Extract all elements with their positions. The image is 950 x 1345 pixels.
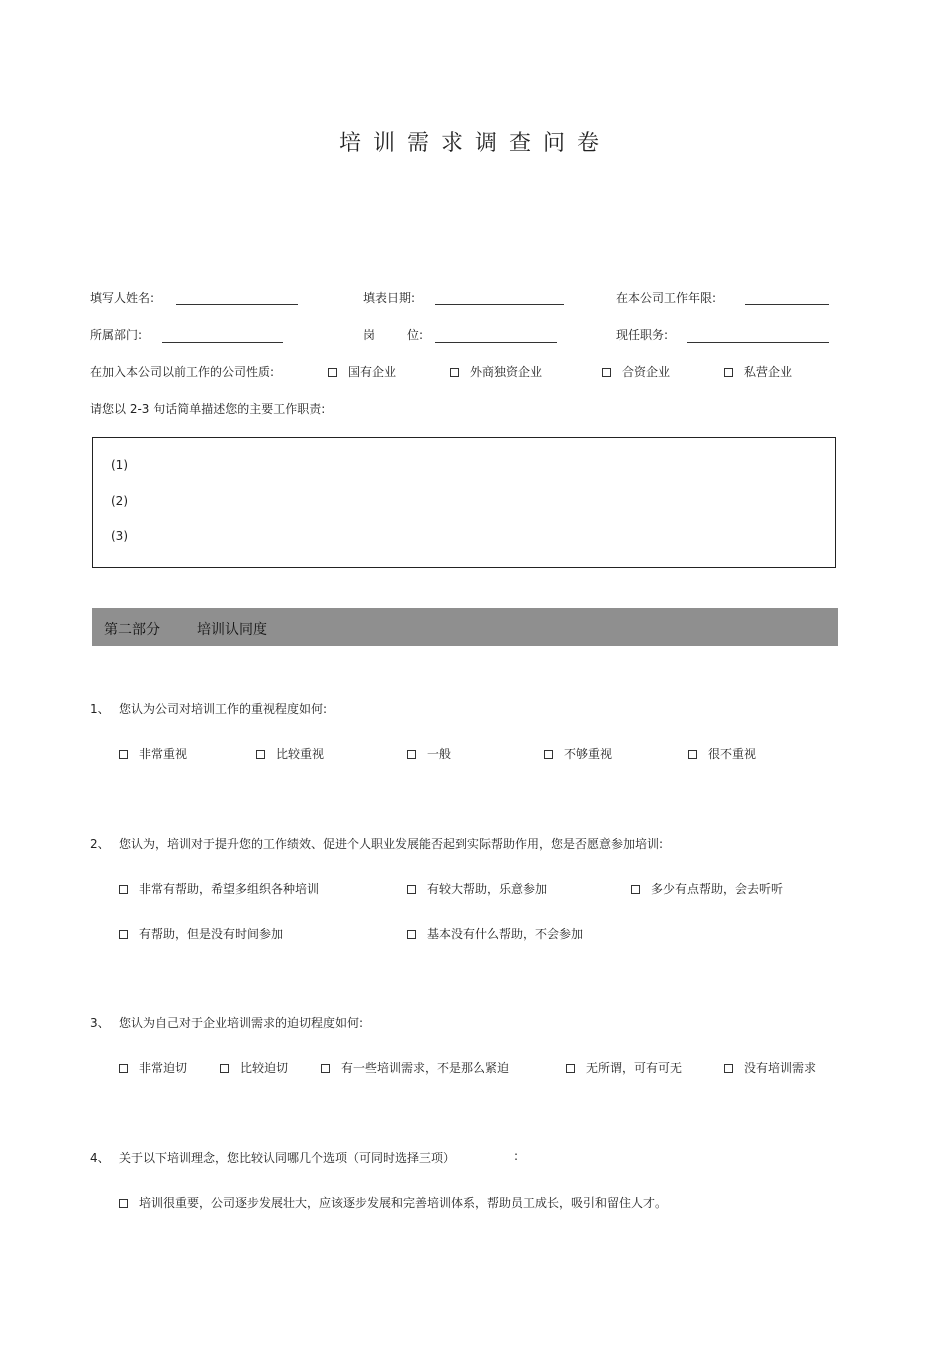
option-label: 没有培训需求 <box>744 1061 817 1075</box>
answer-option[interactable] <box>119 1059 187 1076</box>
option-label: 有较大帮助，乐意参加 <box>427 882 548 896</box>
question-number: 3、 <box>90 1016 110 1030</box>
question-number: 4、 <box>90 1151 110 1165</box>
checkbox-icon <box>119 930 128 939</box>
responsibilities-box[interactable] <box>92 437 836 568</box>
dept-field[interactable] <box>162 342 283 343</box>
question-colon: : <box>514 1149 519 1163</box>
name-field[interactable] <box>176 304 298 305</box>
option-label: 培训很重要，公司逐步发展壮大，应该逐步发展和完善培训体系，帮助员工成长，吸引和留住人才。 <box>139 1196 668 1210</box>
option-label: 一般 <box>427 747 452 761</box>
option-label: 私营企业 <box>744 365 793 379</box>
question-text: 关于以下培训理念，您比较认同哪几个选项（可同时选择三项） <box>119 1151 456 1165</box>
checkbox-icon <box>407 930 416 939</box>
dept-label: 所属部门: <box>90 328 143 342</box>
prev-company-option[interactable] <box>328 363 396 380</box>
checkbox-icon <box>566 1064 575 1073</box>
prev-company-option[interactable] <box>450 363 542 380</box>
checkbox-icon <box>256 750 265 759</box>
question-number: 2、 <box>90 837 110 851</box>
checkbox-icon <box>544 750 553 759</box>
option-label: 基本没有什么帮助，不会参加 <box>427 927 584 941</box>
answer-option[interactable] <box>220 1059 288 1076</box>
option-label: 不够重视 <box>564 747 613 761</box>
answer-option[interactable] <box>321 1059 509 1076</box>
checkbox-icon <box>602 368 611 377</box>
question-text: 您认为，培训对于提升您的工作绩效、促进个人职业发展能否起到实际帮助作用，您是否愿意参加培训: <box>119 837 664 851</box>
duty-field[interactable] <box>687 342 829 343</box>
answer-option[interactable] <box>566 1059 682 1076</box>
answer-option[interactable] <box>407 925 583 942</box>
checkbox-icon <box>450 368 459 377</box>
option-label: 多少有点帮助，会去听听 <box>651 882 784 896</box>
duty-label: 现任职务: <box>616 328 669 342</box>
checkbox-icon <box>407 885 416 894</box>
option-label: 国有企业 <box>348 365 397 379</box>
checkbox-icon <box>119 885 128 894</box>
option-label: 很不重视 <box>708 747 757 761</box>
option-label: 有帮助，但是没有时间参加 <box>139 927 284 941</box>
checkbox-icon <box>220 1064 229 1073</box>
checkbox-icon <box>724 1064 733 1073</box>
checkbox-icon <box>724 368 733 377</box>
option-label: 外商独资企业 <box>470 365 543 379</box>
question-number: 1、 <box>90 702 110 716</box>
answer-option[interactable] <box>688 745 756 762</box>
question-text: 您认为自己对于企业培训需求的迫切程度如何: <box>119 1016 364 1030</box>
option-label: 有一些培训需求，不是那么紧迫 <box>341 1061 510 1075</box>
answer-option[interactable] <box>256 745 324 762</box>
checkbox-icon <box>407 750 416 759</box>
checkbox-icon <box>119 1064 128 1073</box>
answer-option[interactable] <box>631 880 783 897</box>
years-field[interactable] <box>745 304 829 305</box>
answer-option[interactable] <box>119 880 319 897</box>
option-label: 比较迫切 <box>240 1061 289 1075</box>
answer-option[interactable] <box>407 880 547 897</box>
post-label-2: 位: <box>407 328 424 342</box>
date-field[interactable] <box>435 304 564 305</box>
post-label-1: 岗 <box>363 328 376 342</box>
option-label: 非常有帮助，希望多组织各种培训 <box>139 882 320 896</box>
checkbox-icon <box>321 1064 330 1073</box>
prev-company-option[interactable] <box>602 363 670 380</box>
answer-option[interactable] <box>119 745 187 762</box>
name-label: 填写人姓名: <box>90 291 155 305</box>
answer-option[interactable] <box>544 745 612 762</box>
checkbox-icon <box>119 1199 128 1208</box>
option-label: 比较重视 <box>276 747 325 761</box>
checkbox-icon <box>631 885 640 894</box>
answer-option[interactable] <box>407 745 451 762</box>
option-label: 非常重视 <box>139 747 188 761</box>
section-part: 第二部分 <box>104 622 160 638</box>
checkbox-icon <box>328 368 337 377</box>
option-label: 合资企业 <box>622 365 671 379</box>
checkbox-icon <box>119 750 128 759</box>
responsibility-item: (1) <box>111 458 128 472</box>
describe-label: 请您以 2-3 句话简单描述您的主要工作职责: <box>90 402 326 416</box>
question-text: 您认为公司对培训工作的重视程度如何: <box>119 702 328 716</box>
option-label: 无所谓，可有可无 <box>586 1061 683 1075</box>
answer-option[interactable] <box>119 925 283 942</box>
post-field[interactable] <box>435 342 557 343</box>
years-label: 在本公司工作年限: <box>616 291 717 305</box>
checkbox-icon <box>688 750 697 759</box>
responsibility-item: (3) <box>111 529 128 543</box>
prev-company-label: 在加入本公司以前工作的公司性质: <box>90 365 275 379</box>
answer-option[interactable] <box>119 1194 667 1211</box>
responsibility-item: (2) <box>111 494 128 508</box>
page-title: 培训需求调查问卷 <box>338 131 611 156</box>
answer-option[interactable] <box>724 1059 816 1076</box>
prev-company-option[interactable] <box>724 363 792 380</box>
section-header <box>92 608 838 646</box>
section-name: 培训认同度 <box>197 622 267 638</box>
option-label: 非常迫切 <box>139 1061 188 1075</box>
date-label: 填表日期: <box>363 291 416 305</box>
